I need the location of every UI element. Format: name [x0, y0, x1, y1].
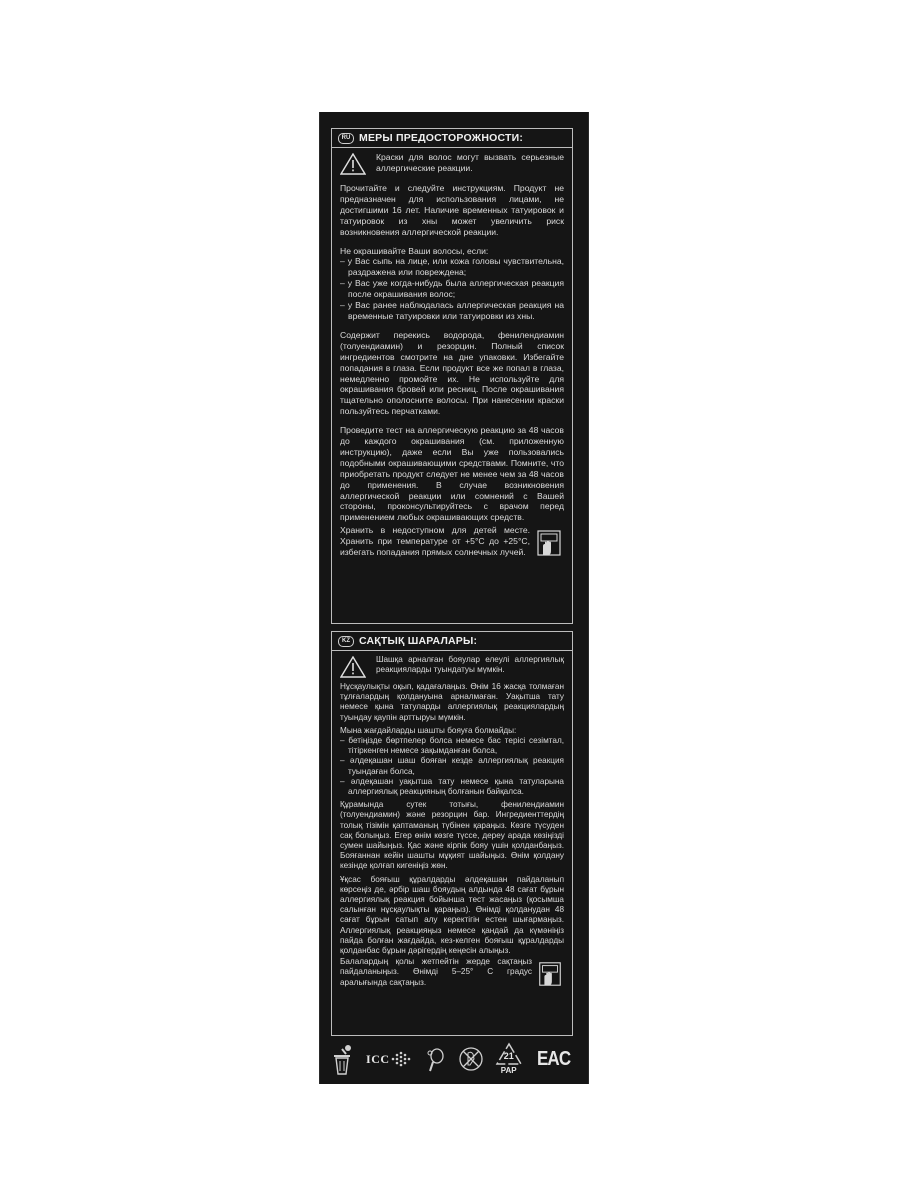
kz-warning-text: Шашқа арналған бояулар елеулі аллергиялық реакцияларды туындатуы мүмкін. — [376, 655, 564, 675]
kz-paragraph-2: Құрамында сутек тотығы, фенилендиамин (толуендиамин) және резорцин бар. Ингредиенттердің толық тізімін қаптаманың түбінен қараңыз. Көзге түсуден сақ болыңыз. Егер өнім көзге түссе, дереу арада көзіңізді сумен шайыңыз. Қас және кірпік бояу үшін қолданбаңыз. Бояғаннан кейін шашты мұқият шайыңыз. Өнім қолдану кезінде қолғап кигеніңіз жөн. — [340, 800, 564, 871]
ru-precautions-panel — [331, 128, 573, 624]
recycling-code: 21 — [503, 1051, 514, 1061]
kz-contraindications — [340, 726, 564, 797]
ru-header — [332, 129, 572, 148]
eac-mark: EAC — [536, 1047, 571, 1070]
ru-storage — [340, 525, 564, 558]
no-pregnancy-icon — [458, 1046, 484, 1072]
ru-list-item: – у Вас сыпь на лице, или кожа головы чувствительна, раздражена или повреждена; — [340, 256, 564, 278]
kz-lang-badge: KZ — [338, 636, 354, 647]
ru-list-intro: Не окрашивайте Ваши волосы, если: — [340, 245, 489, 256]
recycling-material: PAP — [500, 1066, 517, 1075]
kz-title: САҚТЫҚ ШАРАЛАРЫ: — [359, 635, 478, 647]
icc-logo — [366, 1051, 414, 1067]
kz-storage — [340, 957, 564, 988]
kz-precautions-panel — [331, 631, 573, 1036]
kz-warning — [340, 655, 564, 678]
ru-list-item: – у Вас уже когда-нибудь была аллергическая реакция после окрашивания волос; — [340, 278, 564, 300]
ru-contraindications — [340, 246, 564, 322]
kz-storage-text: Балалардың қолы жетпейтін жерде сақтаңыз пайдаланыңыз. Өнімді 5–25° С градус аралығында сақтаңыз. — [340, 957, 532, 987]
kz-paragraph-3: Ұқсас бояғыш құралдарды әлдеқашан пайдаланып көрсеңіз де, әрбір шаш бояудың алдында 48 сағат бұрын аллергиялық реакция бойынша тест жасаңыз (қосымша салынған нұсқаулықты қараңыз). Өнімді қолданудан 48 сағат бұрын сатып алу керектігін естен шығармаңыз. Аллергиялық реакцияңыз немесе қандай да күмәніңіз пайда болған жағдайда, кез-келген бояғыш құралдарды қолданбас бұрын дәрігердің кеңесін алыңыз. — [340, 874, 564, 956]
ru-body — [332, 148, 572, 562]
ru-lang-badge: RU — [338, 133, 354, 144]
recycling-mark — [495, 1042, 523, 1076]
kz-paragraph-1: Нұсқаулықты оқып, қадағалаңыз. Өнім 16 жасқа толмаған тұлғалардың қолдануына арналмаған. Уақытша тату немесе қына татуларды аллергиялық реакциялардың туындау қаупін арттыруы мүмкін. — [340, 682, 564, 722]
ru-paragraph-2: Содержит перекись водорода, фенилендиамин (толуендиамин) и резорцин. Полный список ингредиентов смотрите на дне упаковки. Избегайте попадания в глаза. Если продукт все же попал в глаза, немедленно промойте их. Не используйте для окрашивания бровей или ресниц. После окрашивания тщательно ополосните волосы. При нанесении краски пользуйтесь перчатками. — [340, 329, 564, 417]
kz-list-item: – әлдеқашан уақытша тату немесе қына татуларына аллергиялық реакцияның болғанын байқалса. — [340, 776, 564, 797]
kz-body — [332, 651, 572, 992]
ru-paragraph-1: Прочитайте и следуйте инструкциям. Продукт не предназначен для использования лицами, не достигшими 16 лет. Наличие временных татуировок и татуировок из хны может увеличить риск возникновения аллергической реакции. — [340, 183, 564, 237]
warning-triangle-icon — [340, 153, 366, 175]
ru-warning — [340, 152, 564, 175]
warning-triangle-icon — [340, 656, 366, 678]
ru-title: МЕРЫ ПРЕДОСТОРОЖНОСТИ: — [359, 132, 524, 144]
ru-list-item: – у Вас ранее наблюдалась аллергическая реакция на временные татуировки или татуировки из хны. — [340, 300, 564, 321]
kz-header — [332, 632, 572, 651]
ru-paragraph-3: Проведите тест на аллергическую реакцию за 48 часов до каждого окрашивания (см. приложенную инструкцию), даже если Вы уже пользовались подобными окрашивающими средствами. Помните, что приобретать продукт следует не менее чем за 48 часов до применения. В случае возникновения аллергической реакции или сомнений с Вашей стороны, проконсультируйтесь с врачом перед применением любых окрашивающих средств. — [340, 425, 564, 523]
ru-storage-text: Хранить в недоступном для детей месте. Хранить при температуре от +5°С до +25°С, избегать попадания прямых солнечных лучей. — [340, 525, 530, 558]
kz-list-item: – әлдеқашан шаш бояған кезде аллергиялық реакция туындаған болса, — [340, 756, 564, 776]
icc-dots-icon — [390, 1051, 414, 1067]
keep-away-from-children-icon — [534, 528, 564, 558]
certification-icons-row — [331, 1040, 573, 1078]
icc-logo-text: ICC — [366, 1051, 390, 1066]
ru-warning-text: Краски для волос могут вызвать серьезные аллергические реакции. — [376, 152, 564, 173]
mirror-tube-icon — [425, 1045, 447, 1073]
kz-list-item: – бетіңізде бөртпелер болса немесе бас терісі сезімтал, тітіркенген немесе зақымданған болса, — [340, 736, 564, 756]
kz-list-intro: Мына жағдайларды шашты бояуға болмайды: — [340, 725, 517, 735]
keep-away-from-children-icon — [536, 960, 564, 988]
trash-bin-icon — [331, 1043, 355, 1075]
